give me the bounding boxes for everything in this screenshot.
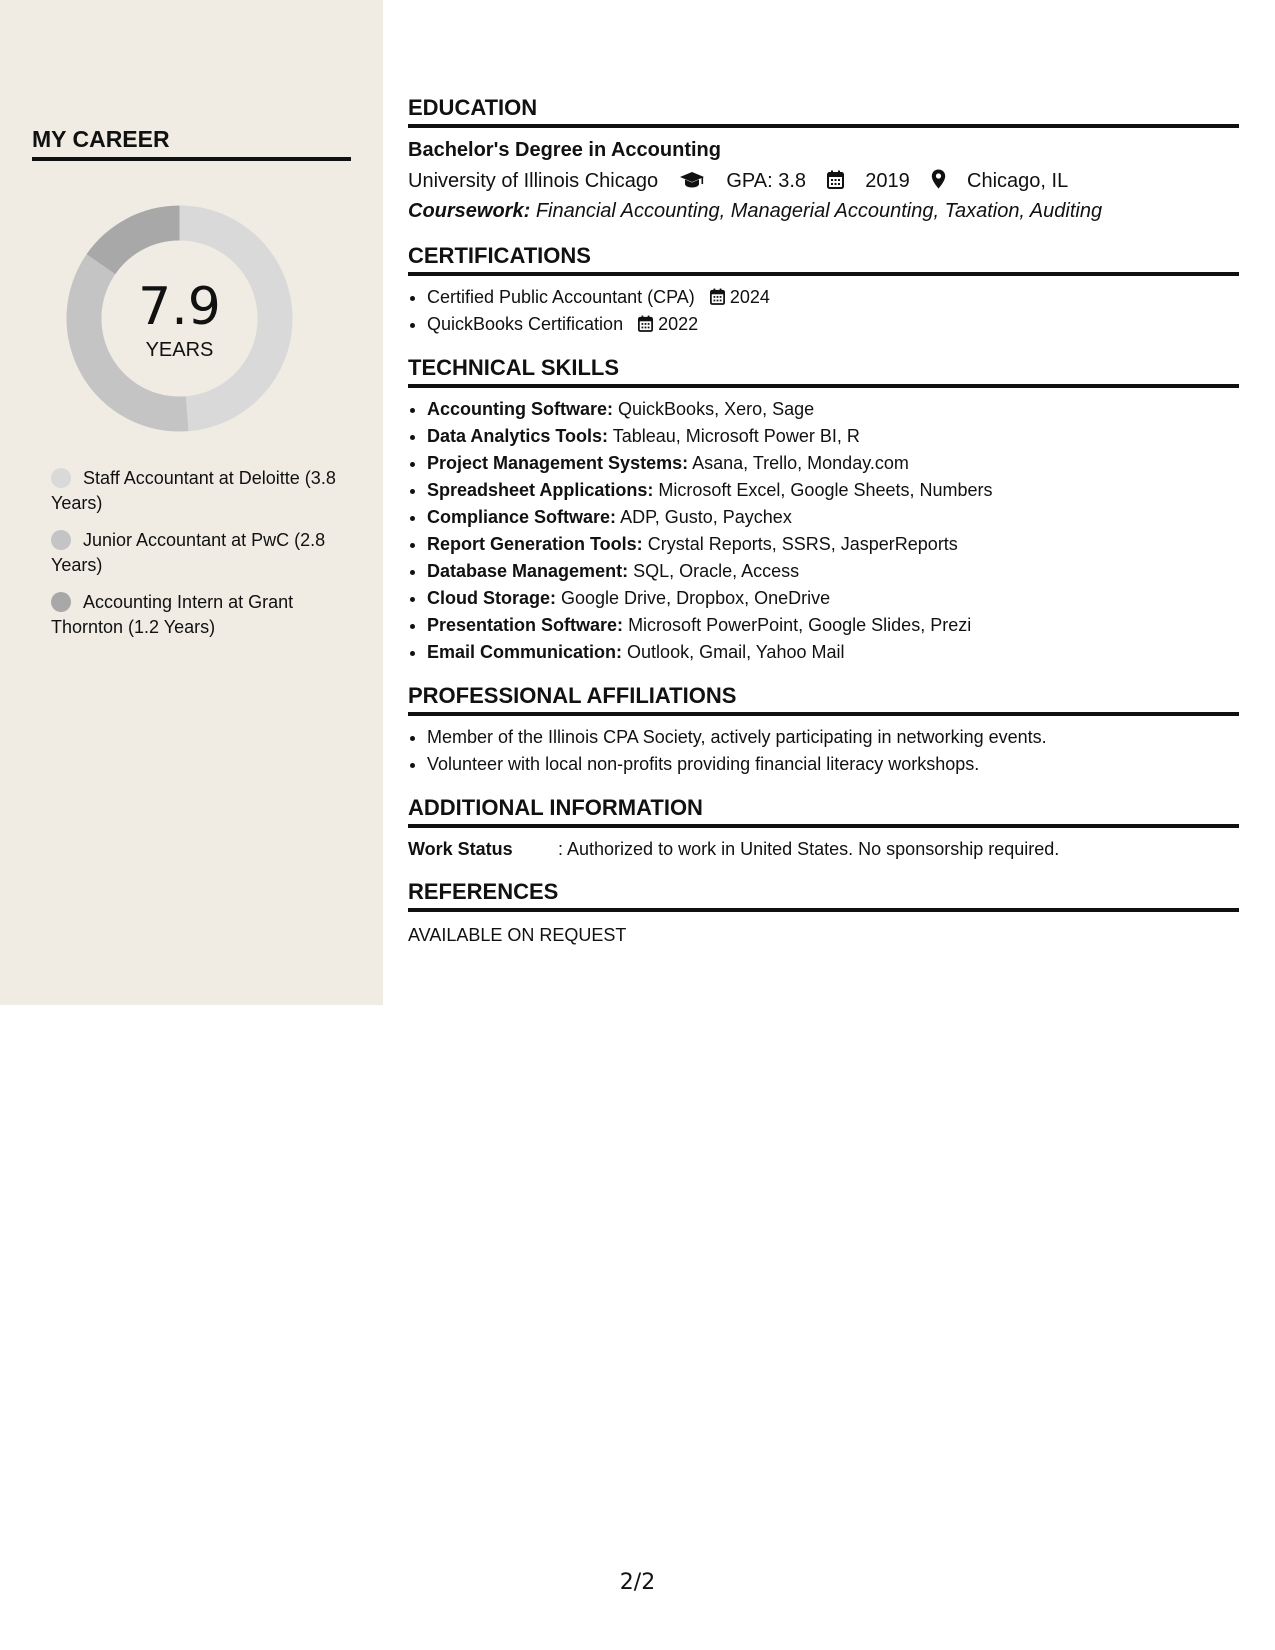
certification-name: QuickBooks Certification <box>427 314 624 334</box>
graduation-cap-icon <box>679 171 705 189</box>
school-location: Chicago, IL <box>967 170 1069 192</box>
school-name: University of Illinois Chicago <box>408 170 659 192</box>
legend-item <box>51 466 341 516</box>
skill-item <box>427 396 1239 423</box>
education-details <box>408 166 1239 196</box>
references-section <box>408 878 1239 948</box>
references-text: AVAILABLE ON REQUEST <box>408 925 627 945</box>
certification-item <box>427 284 1239 311</box>
career-legend <box>51 466 341 652</box>
career-title: MY CAREER <box>32 126 351 161</box>
legend-label: Staff Accountant at Deloitte (3.8 Years) <box>51 468 336 513</box>
affiliations-list <box>408 724 1239 778</box>
skill-item <box>427 585 1239 612</box>
total-years-value: 7.9 <box>138 277 221 337</box>
legend-label: Junior Accountant at PwC (2.8 Years) <box>51 530 326 575</box>
gpa-value: GPA: 3.8 <box>726 170 807 192</box>
skill-item <box>427 612 1239 639</box>
skill-values: Crystal Reports, SSRS, JasperReports <box>647 534 958 554</box>
skill-category: Report Generation Tools: <box>427 534 643 554</box>
skills-section <box>408 354 1239 666</box>
skills-list <box>408 396 1239 666</box>
skill-category: Email Communication: <box>427 642 623 662</box>
career-donut-chart <box>66 205 293 432</box>
education-section <box>408 94 1239 226</box>
affiliation-item: • Volunteer with local non-profits providing financial literacy workshops. <box>427 751 1239 778</box>
skill-values: Asana, Trello, Monday.com <box>692 453 909 473</box>
section-title-affiliations: PROFESSIONAL AFFILIATIONS <box>408 682 1239 716</box>
skill-values: Microsoft Excel, Google Sheets, Numbers <box>658 480 993 500</box>
legend-item <box>51 528 341 578</box>
calendar-icon <box>827 170 844 189</box>
section-title-education: EDUCATION <box>408 94 1239 128</box>
skill-values: Microsoft PowerPoint, Google Slides, Prezi <box>628 615 972 635</box>
legend-dot <box>51 468 71 488</box>
skill-item <box>427 423 1239 450</box>
skill-values: Outlook, Gmail, Yahoo Mail <box>627 642 845 662</box>
main-content <box>408 94 1239 948</box>
skill-values: QuickBooks, Xero, Sage <box>618 399 815 419</box>
skill-category: Cloud Storage: <box>427 588 556 608</box>
section-title-additional: ADDITIONAL INFORMATION <box>408 794 1239 828</box>
certification-year: 2022 <box>658 314 699 334</box>
skill-item <box>427 504 1239 531</box>
career-sidebar <box>0 0 383 1005</box>
work-status-label: Work Status <box>408 839 513 859</box>
skill-values: ADP, Gusto, Paychex <box>620 507 792 527</box>
work-status-value: : Authorized to work in United States. No sponsorship required. <box>558 839 1060 859</box>
coursework-label: Coursework: <box>408 200 531 222</box>
skill-values: Google Drive, Dropbox, OneDrive <box>561 588 831 608</box>
legend-dot <box>51 530 71 550</box>
skill-category: Accounting Software: <box>427 399 614 419</box>
additional-info-section <box>408 794 1239 862</box>
skill-category: Spreadsheet Applications: <box>427 480 654 500</box>
skill-category: Compliance Software: <box>427 507 617 527</box>
skill-values: SQL, Oracle, Access <box>633 561 800 581</box>
certifications-section <box>408 242 1239 338</box>
page-number: 2/2 <box>619 1570 656 1595</box>
total-years-unit: YEARS <box>145 339 214 361</box>
skill-item <box>427 531 1239 558</box>
section-title-references: REFERENCES <box>408 878 1239 912</box>
calendar-icon <box>710 288 725 305</box>
skill-item <box>427 477 1239 504</box>
calendar-icon <box>638 315 653 332</box>
graduation-year: 2019 <box>865 170 910 192</box>
section-title-certifications: CERTIFICATIONS <box>408 242 1239 276</box>
coursework <box>408 196 1239 226</box>
affiliations-section <box>408 682 1239 778</box>
work-status-row <box>408 836 1239 862</box>
legend-item <box>51 590 341 640</box>
section-title-skills: TECHNICAL SKILLS <box>408 354 1239 388</box>
affiliation-item: • Member of the Illinois CPA Society, actively participating in networking events. <box>427 724 1239 751</box>
coursework-list: Financial Accounting, Managerial Accounting, Taxation, Auditing <box>535 200 1103 222</box>
certification-name: Certified Public Accountant (CPA) <box>427 287 695 307</box>
skill-item <box>427 639 1239 666</box>
skill-category: Database Management: <box>427 561 629 581</box>
certifications-list <box>408 284 1239 338</box>
skill-item <box>427 450 1239 477</box>
degree-title: Bachelor's Degree in Accounting <box>408 139 721 161</box>
skill-category: Presentation Software: <box>427 615 624 635</box>
location-pin-icon <box>931 169 946 189</box>
skill-values: Tableau, Microsoft Power BI, R <box>612 426 860 446</box>
certification-year: 2024 <box>729 287 770 307</box>
legend-label: Accounting Intern at Grant Thornton (1.2 Years) <box>51 592 294 637</box>
skill-item <box>427 558 1239 585</box>
certification-item <box>427 311 1239 338</box>
skill-category: Project Management Systems: <box>427 453 689 473</box>
skill-category: Data Analytics Tools: <box>427 426 609 446</box>
legend-dot <box>51 592 71 612</box>
